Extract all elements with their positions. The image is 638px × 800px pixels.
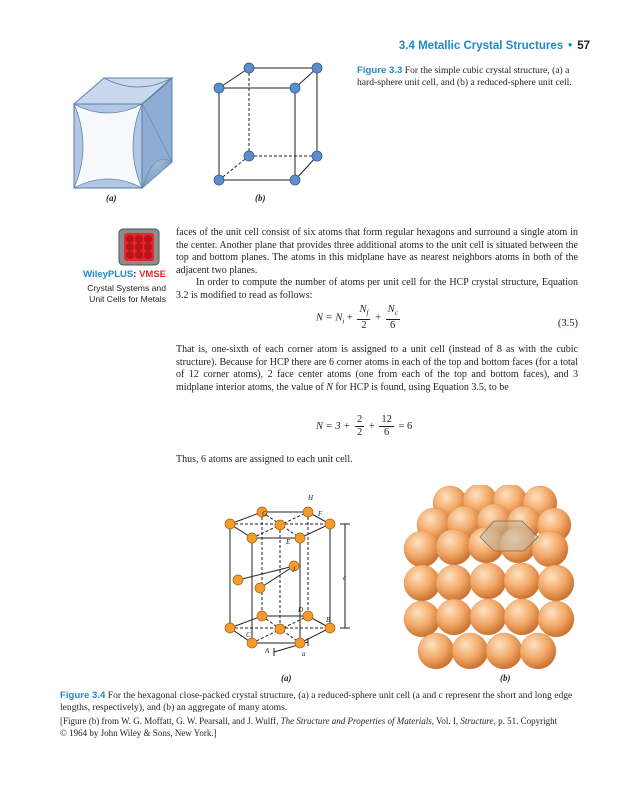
figure-3-3b-reduced-sphere-cell <box>205 60 325 190</box>
eq1-num-1: N <box>359 304 367 315</box>
point-label-f: F <box>318 510 323 518</box>
eq1-num-2-sub: c <box>394 309 398 318</box>
equation-3-5-number: (3.5) <box>557 318 578 329</box>
edge-label-c: c <box>343 574 347 582</box>
point-label-e: E <box>286 538 291 546</box>
point-label-g: G <box>262 510 268 518</box>
sphere-grid <box>404 485 574 669</box>
paragraph-3-symbol: N <box>326 381 333 393</box>
paragraph-3-part-a: That is, one-sixth of each corner atom is assigned to a unit cell (instead of 8 as with the cubic structure). Because for HCP there are 6 corner atoms in each of the top and bottom faces (for a total of 12 corner atoms), 2 face center atoms (one from each of the top and bottom faces), and 3 midplane interior atoms, the value of <box>176 344 578 393</box>
eq2-fraction-1 <box>355 414 364 439</box>
figure-3-4-label: Figure 3.4 <box>60 690 106 701</box>
figure-3-3-caption-text: For the simple cubic crystal structure, (a) a hard-sphere unit cell, and (b) a reduced-sphere unit cell. <box>357 65 572 89</box>
body-text-top <box>176 227 578 303</box>
paragraph-3 <box>176 344 578 394</box>
figure-3-4b-label: (b) <box>500 673 511 683</box>
eq1-num-2: N <box>387 304 395 315</box>
edge-label-a: a <box>302 650 306 658</box>
eq1-den-1: 2 <box>361 320 367 332</box>
figure-3-3b-label: (b) <box>255 193 266 203</box>
paragraph-2: In order to compute the number of atoms per unit cell for the HCP crystal structure, Equation 3.2 is modified to read as follows: <box>176 277 578 301</box>
eq1-lhs-sub: i <box>342 317 345 326</box>
paragraph-4: Thus, 6 atoms are assigned to each unit cell. <box>176 454 353 465</box>
eq1-plus-1: + <box>346 312 353 324</box>
eq1-den-2: 6 <box>390 320 396 332</box>
credit-volume: , Vol. I, <box>431 716 461 726</box>
sidebar-line-2: Unit Cells for Metals <box>89 293 166 304</box>
wileyplus-brand: WileyPLUS <box>83 269 134 280</box>
eq1-fraction-2 <box>386 304 400 332</box>
figure-3-4a-label: (a) <box>281 673 292 683</box>
sidebar-line-1: Crystal Systems and <box>87 283 166 293</box>
eq1-lhs: N = N <box>316 312 343 324</box>
equation-3-5 <box>316 304 402 332</box>
point-label-j: J <box>292 566 296 574</box>
figure-3-3-label: Figure 3.3 <box>357 65 403 76</box>
vmse-cube-icon[interactable] <box>118 228 160 266</box>
paragraph-3-part-b: for HCP is found, using Equation 3.5, to be <box>332 381 509 393</box>
credit-book-title: The Structure and Properties of Materials <box>280 716 432 726</box>
figure-3-4-credit <box>60 716 560 739</box>
point-label-c: C <box>246 631 251 639</box>
eq1-plus-2: + <box>375 312 381 324</box>
figure-3-4-caption-text: For the hexagonal close-packed crystal structure, (a) a reduced-sphere unit cell (a and c represent the short and long edge lengths, respectively), and (b) an aggregate of many atoms. <box>60 690 573 714</box>
section-title: 3.4 Metallic Crystal Structures <box>398 40 564 52</box>
point-label-h: H <box>308 494 314 502</box>
eq2-den-2: 6 <box>383 427 390 438</box>
eq1-num-1-sub: f <box>366 309 369 318</box>
vmse-brand: VMSE <box>139 269 166 280</box>
eq2-rhs: = 6 <box>398 420 413 432</box>
page-number: 57 <box>577 40 590 52</box>
eq2-lhs: N = 3 + <box>316 420 351 432</box>
figure-3-3a-hard-sphere-cell <box>68 70 178 200</box>
header-bullet: • <box>568 40 573 52</box>
running-header <box>399 40 590 52</box>
point-label-b: B <box>326 616 331 624</box>
body-text-middle <box>176 344 578 394</box>
eq2-den-1: 2 <box>356 427 363 438</box>
point-label-a: A <box>265 647 270 655</box>
credit-prefix: [Figure (b) from W. G. Moffatt, G. W. Pearsall, and J. Wulff, <box>60 716 281 726</box>
paragraph-1: faces of the unit cell consist of six atoms that form regular hexagons and surround a single atom in the center. Another plane that provides three additional atoms to the unit cell is situated between the top and bottom planes. The atoms in this midplane have as nearest neighbors atoms in both of the adjacent two planes. <box>176 227 578 276</box>
figure-3-4b-sphere-aggregate <box>400 485 580 671</box>
brand-separator: : <box>133 269 137 280</box>
figure-3-3-caption <box>357 65 579 90</box>
sidebar-link-text[interactable] <box>56 283 166 304</box>
equation-n-equals-6 <box>316 414 412 439</box>
body-text-bottom <box>176 454 578 467</box>
eq2-num-2: 12 <box>381 414 392 425</box>
eq2-num-1: 2 <box>356 414 363 425</box>
credit-volume-title: Structure <box>460 716 494 726</box>
eq2-fraction-2 <box>379 414 394 439</box>
wileyplus-vmse-brand[interactable] <box>83 269 166 280</box>
figure-3-3a-label: (a) <box>106 193 117 203</box>
credit-suffix: , p. 51. Copyright © 1964 by John Wiley & Sons, New York.] <box>60 716 558 738</box>
figure-3-4-caption <box>60 690 580 715</box>
eq1-fraction-1 <box>357 304 370 332</box>
eq2-plus: + <box>368 420 375 432</box>
figure-3-4a-hcp-unit-cell <box>190 488 360 673</box>
point-label-d: D <box>298 606 304 614</box>
